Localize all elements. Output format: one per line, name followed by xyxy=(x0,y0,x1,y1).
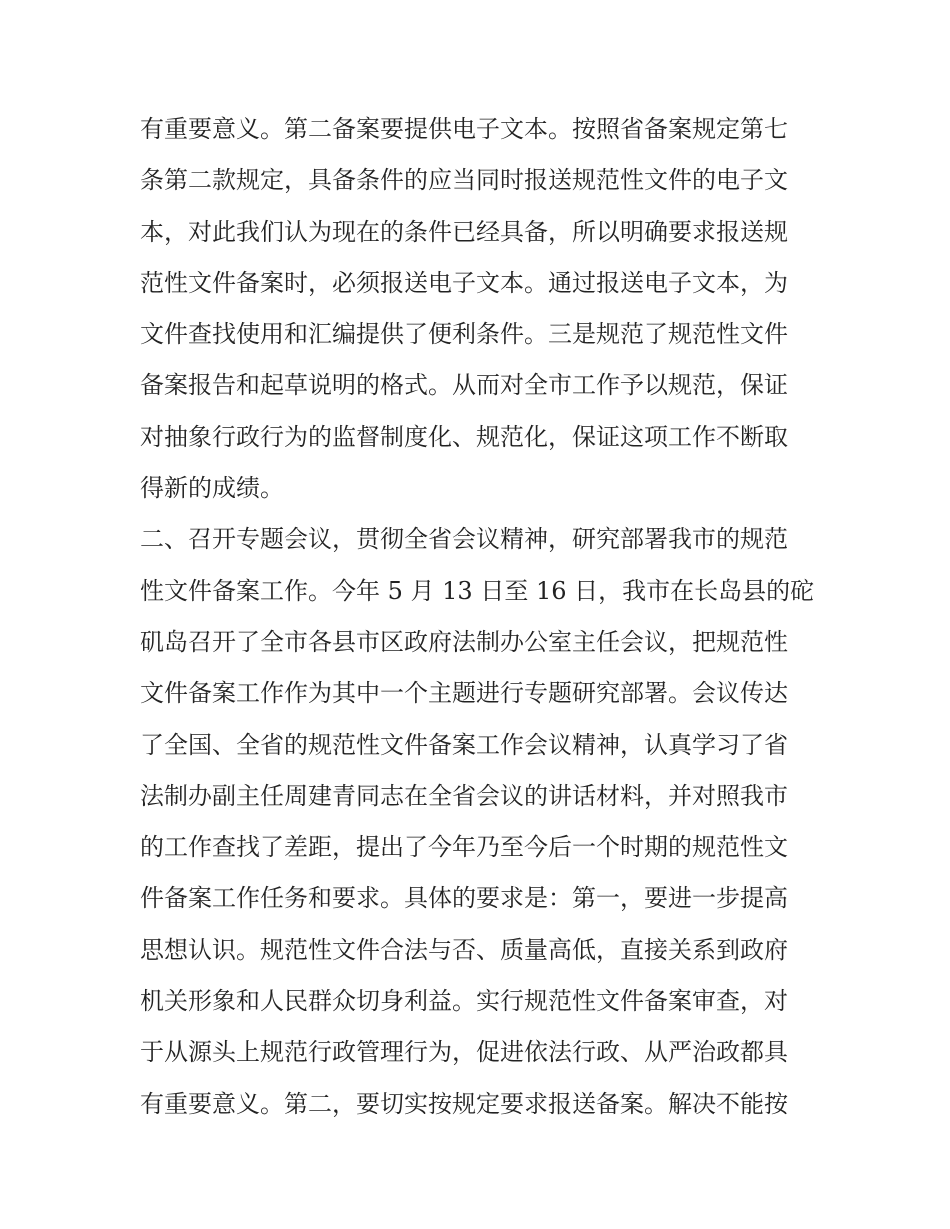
text-line: 于从源头上规范行政管理行为，促进依法行政、从严治政都具 xyxy=(140,1038,788,1067)
text-line: 思想认识。规范性文件合法与否、质量高低，直接关系到政府 xyxy=(140,935,788,964)
text-line: 有重要意义。第二，要切实按规定要求报送备案。解决不能按 xyxy=(140,1089,788,1118)
text-line: 范性文件备案时，必须报送电子文本。通过报送电子文本，为 xyxy=(140,268,788,297)
text-line: 得新的成绩。 xyxy=(140,474,284,503)
text-line: 机关形象和人民群众切身利益。实行规范性文件备案审查，对 xyxy=(140,987,788,1016)
text-line: 文件备案工作作为其中一个主题进行专题研究部署。会议传达 xyxy=(140,679,788,708)
text-line: 二、召开专题会议，贯彻全省会议精神，研究部署我市的规范 xyxy=(140,525,788,554)
text-line: 本，对此我们认为现在的条件已经具备，所以明确要求报送规 xyxy=(140,217,788,246)
body-text xyxy=(140,104,815,1130)
text-line: 件备案工作任务和要求。具体的要求是：第一，要进一步提高 xyxy=(140,884,788,913)
text-line: 的工作查找了差距，提出了今年乃至今后一个时期的规范性文 xyxy=(140,833,788,862)
text-line: 有重要意义。第二备案要提供电子文本。按照省备案规定第七 xyxy=(140,115,788,143)
text-line: 备案报告和起草说明的格式。从而对全市工作予以规范，保证 xyxy=(140,371,788,400)
text-line: 矶岛召开了全市各县市区政府法制办公室主任会议，把规范性 xyxy=(140,627,788,656)
text-line: 对抽象行政行为的监督制度化、规范化，保证这项工作不断取 xyxy=(140,422,788,451)
text-line: 法制办副主任周建青同志在全省会议的讲话材料，并对照我市 xyxy=(140,781,788,810)
text-line: 了全国、全省的规范性文件备案工作会议精神，认真学习了省 xyxy=(140,730,788,759)
text-line: 条第二款规定，具备条件的应当同时报送规范性文件的电子文 xyxy=(140,166,788,195)
text-line: 文件查找使用和汇编提供了便利条件。三是规范了规范性文件 xyxy=(140,320,788,349)
text-line: 性文件备案工作。今年 5 月 13 日至 16 日，我市在长岛县的砣 xyxy=(140,576,815,605)
